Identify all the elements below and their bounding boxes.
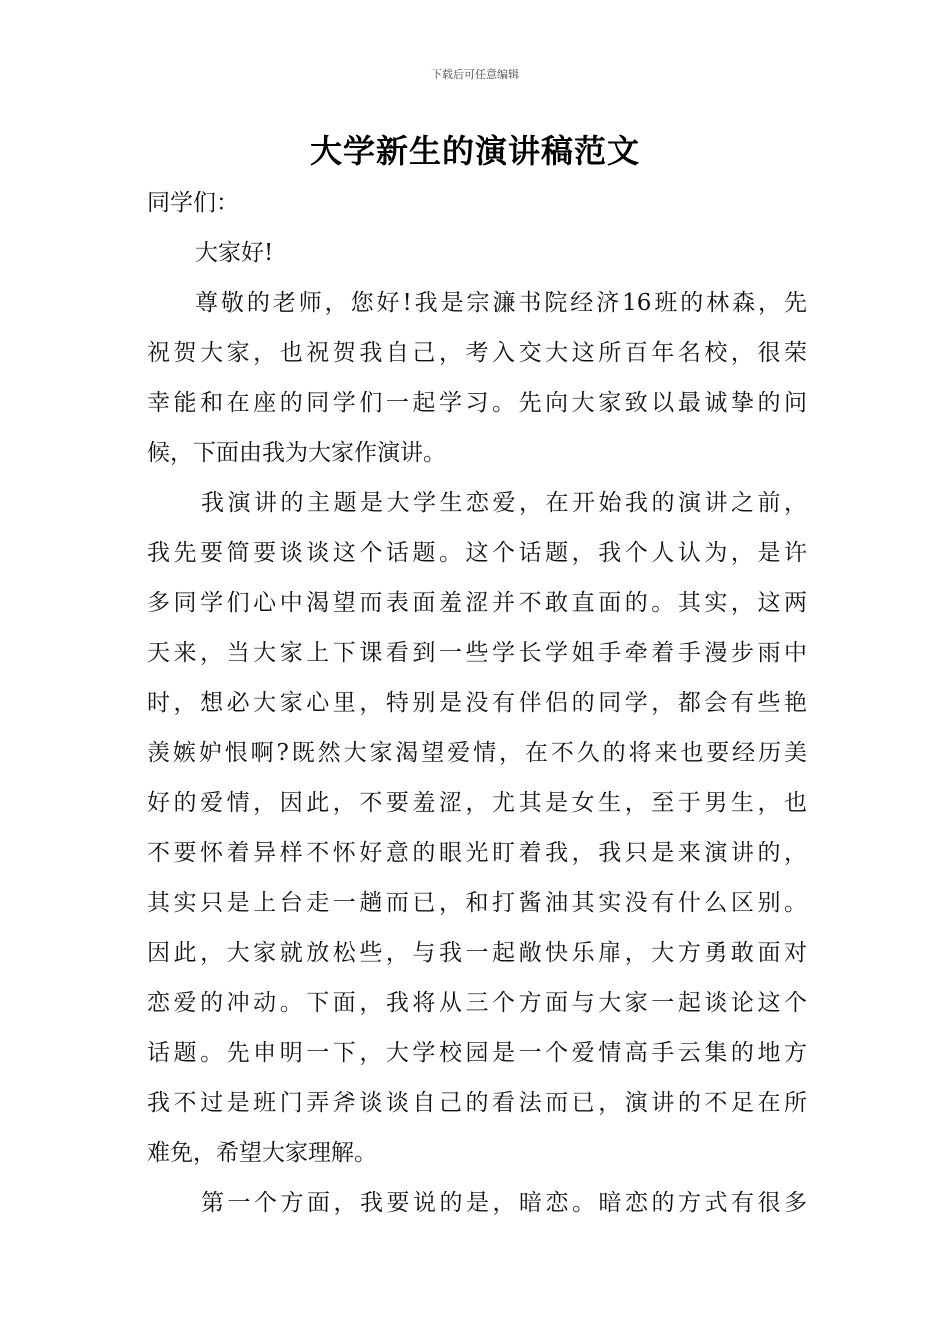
document-title: 大学新生的演讲稿范文 (309, 132, 640, 170)
salutation: 同学们： (147, 190, 239, 216)
paragraph-2-line: 羡嫉妒恨啊?既然大家渴望爱情，在不久的将来也要经历美 (147, 740, 807, 766)
paragraph-3-line: 第一个方面，我要说的是，暗恋。暗恋的方式有很多 (201, 1190, 807, 1216)
paragraph-2-line: 因此，大家就放松些，与我一起敞快乐扉，大方勇敢面对 (147, 940, 807, 966)
paragraph-2-line: 好的爱情，因此，不要羞涩，尤其是女生，至于男生，也 (147, 790, 807, 816)
paragraph-1-line: 尊敬的老师，您好!我是宗濂书院经济16班的林森，先 (195, 290, 807, 316)
page-header: 下载后可任意编辑 (431, 68, 519, 81)
paragraph-2-line: 恋爱的冲动。下面，我将从三个方面与大家一起谈论这个 (147, 990, 807, 1016)
greeting: 大家好! (195, 240, 274, 266)
paragraph-1-line: 幸能和在座的同学们一起学习。先向大家致以最诚挚的问 (147, 390, 807, 416)
paragraph-2-line: 天来，当大家上下课看到一些学长学姐手牵着手漫步雨中 (147, 640, 807, 666)
paragraph-2-line: 时，想必大家心里，特别是没有伴侣的同学，都会有些艳 (147, 690, 807, 716)
document-body (147, 178, 807, 1228)
paragraph-2-line: 话题。先申明一下，大学校园是一个爱情高手云集的地方 (147, 1040, 807, 1066)
paragraph-1-line: 候，下面由我为大家作演讲。 (147, 440, 446, 466)
paragraph-2-line: 其实只是上台走一趟而已，和打酱油其实没有什么区别。 (147, 890, 807, 916)
paragraph-2-line: 我不过是班门弄斧谈谈自己的看法而已，演讲的不足在所 (147, 1090, 807, 1116)
paragraph-1-line: 祝贺大家，也祝贺我自己，考入交大这所百年名校，很荣 (147, 340, 807, 366)
paragraph-2-line: 我先要简要谈谈这个话题。这个话题，我个人认为，是许 (147, 540, 807, 566)
paragraph-2-line: 难免，希望大家理解。 (147, 1140, 377, 1166)
paragraph-2-line: 不要怀着异样不怀好意的眼光盯着我，我只是来演讲的， (147, 840, 807, 866)
paragraph-2-line: 多同学们心中渴望而表面羞涩并不敢直面的。其实，这两 (147, 590, 807, 616)
paragraph-2-line: 我演讲的主题是大学生恋爱，在开始我的演讲之前， (201, 490, 807, 516)
